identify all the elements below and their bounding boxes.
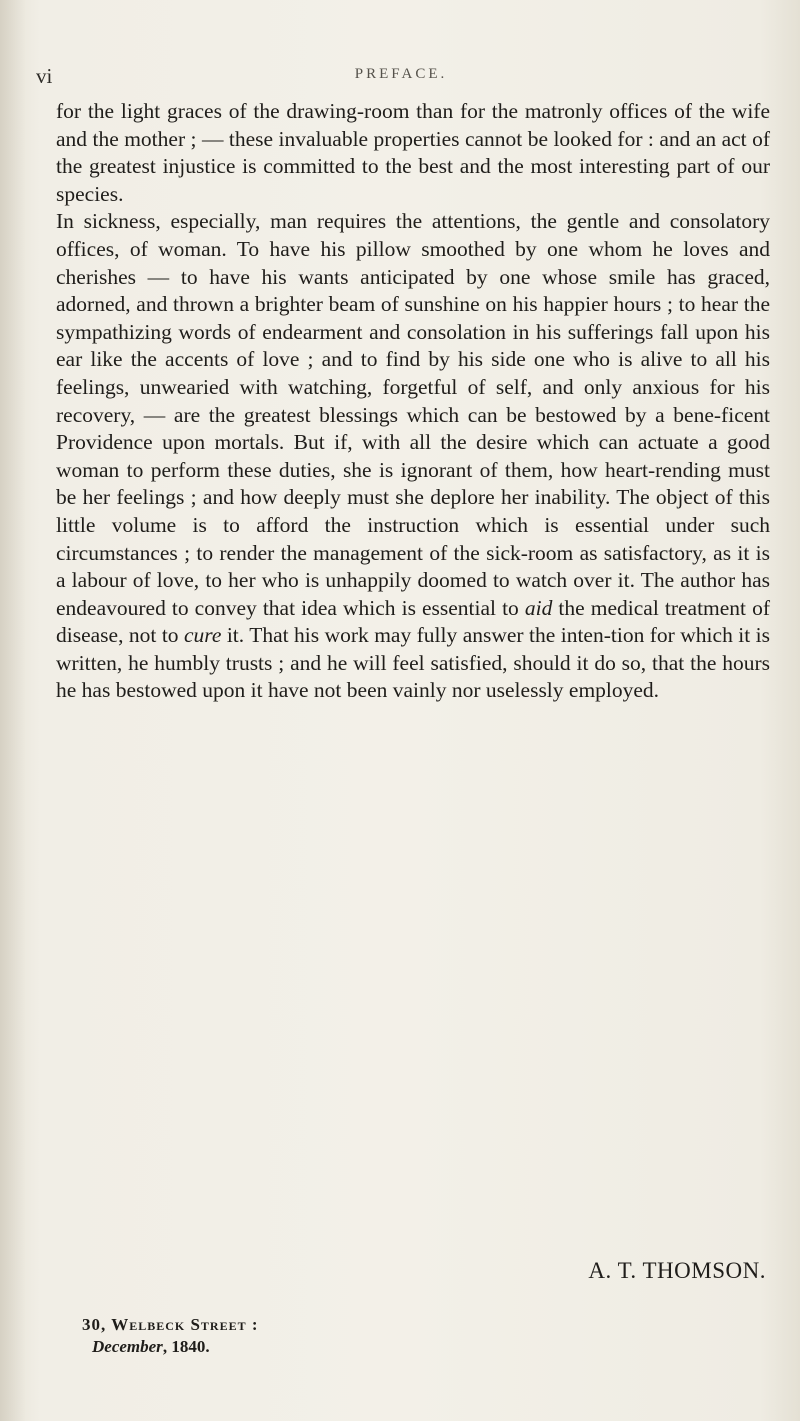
date-year: , 1840.: [162, 1337, 210, 1356]
paragraph-2-text-c: it. That his work may fully answer the inten-tion for which it is written, he humbly trusts ; and he will feel satisfied, should it do so, that the hours he has bestowed upon it have not been vainly nor uselessly employed.: [56, 623, 770, 703]
date-line: [82, 1336, 259, 1358]
page-header: [36, 64, 766, 88]
gutter-shadow: [0, 0, 26, 1421]
author-signature: A. T. THOMSON.: [588, 1258, 766, 1283]
paragraph-1-text: for the light graces of the drawing-room than for the matronly offices of the wife and the mother ; — these invaluable properties cannot be looked for : and an act of the greatest injustice is committed to the best and the most interesting part of our species.: [56, 99, 770, 206]
paragraph-1: [56, 98, 770, 208]
emphasis-cure: cure: [183, 623, 222, 648]
paragraph-2-text-a: In sickness, especially, man requires the attentions, the gentle and consolatory offices, of woman. To have his pillow smoothed by one whom he loves and cherishes — to have his wants anticipated by one whose smile has graced, adorned, and thrown a brighter beam of sunshine on his happier hours ; to hear the sympathizing words of endearment and consolation in his sufferings fall upon his ear like the accents of love ; and to find by his side one who is alive to all his feelings, unwearied with watching, forgetful of self, and only anxious for his recovery, — are the greatest blessings which can be bestowed by a bene-ficent Providence upon mortals. But if, with all the desire which can actuate a good woman to perform these duties, she is ignorant of them, how heart-rending must be her feelings ; and how deeply must she deplore her inability. The object of this little volume is to afford the instruction which is essential under such circumstances ; to render the management of the sick-room as satisfactory, as it is a labour of love, to her who is unhappily doomed to watch over it. The author has endeavoured to convey that idea which is essential to: [56, 209, 770, 620]
emphasis-aid: aid: [524, 595, 553, 620]
preface-body: [56, 98, 770, 705]
running-head: PREFACE.: [354, 66, 448, 82]
address-block: [82, 1314, 259, 1358]
page-number: vi: [36, 64, 53, 88]
paragraph-2-text-b: the medical treatment of disease, not to: [56, 595, 771, 648]
paragraph-2: [56, 208, 770, 705]
street-address: 30, Welbeck Street :: [82, 1315, 259, 1334]
date-month: December: [92, 1337, 163, 1356]
